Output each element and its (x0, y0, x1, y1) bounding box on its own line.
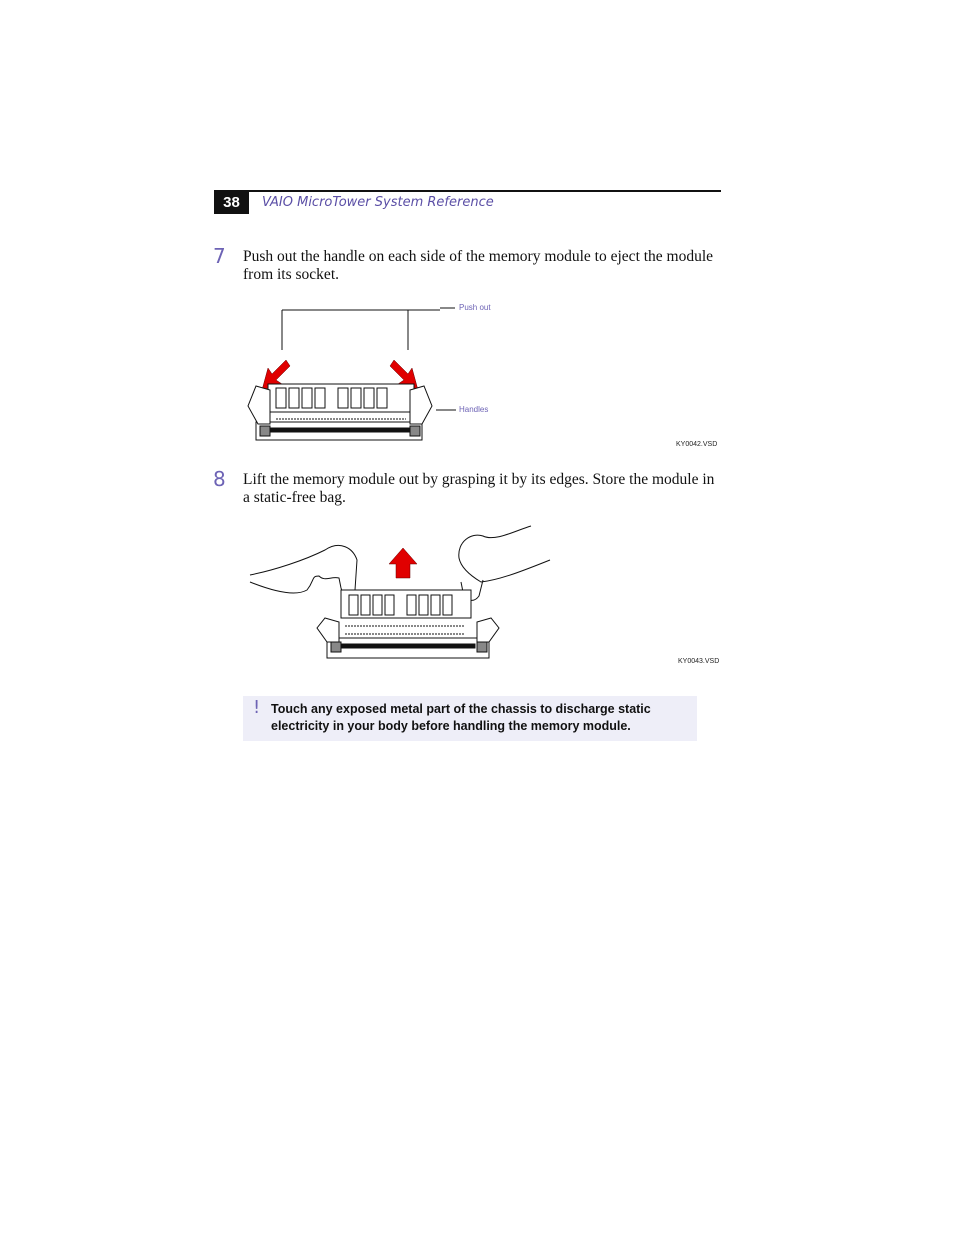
figure1-label-handles: Handles (459, 405, 489, 414)
hand-right (459, 526, 550, 600)
running-title: VAIO MicroTower System Reference (262, 195, 494, 210)
figure1-label-push-out: Push out (459, 303, 491, 312)
step-7-text: Push out the handle on each side of the memory module to eject the module from its socket. (243, 248, 714, 283)
figure1-id: KY0042.VSD (676, 441, 718, 448)
memory-module (268, 384, 414, 419)
caution-icon: ! (253, 697, 261, 718)
step-8-number: 8 (213, 467, 226, 491)
lift-arrow (389, 548, 417, 578)
step-8-text: Lift the memory module out by grasping it by its edges. Store the module in a static-free bag. (243, 471, 715, 506)
lift-memory-socket (317, 618, 499, 658)
page-number: 38 (214, 191, 249, 214)
hand-left (250, 545, 357, 595)
step-7-number: 7 (213, 244, 226, 268)
figure-eject-handles (240, 300, 720, 455)
memory-socket (256, 422, 422, 440)
figure2-id: KY0043.VSD (678, 658, 720, 665)
caution-text: Touch any exposed metal part of the chassis to discharge static electricity in your body before handling the memory module. (271, 702, 651, 733)
header-rule (214, 190, 721, 192)
lift-memory-module (341, 590, 471, 634)
figure-lift-module (245, 520, 725, 665)
